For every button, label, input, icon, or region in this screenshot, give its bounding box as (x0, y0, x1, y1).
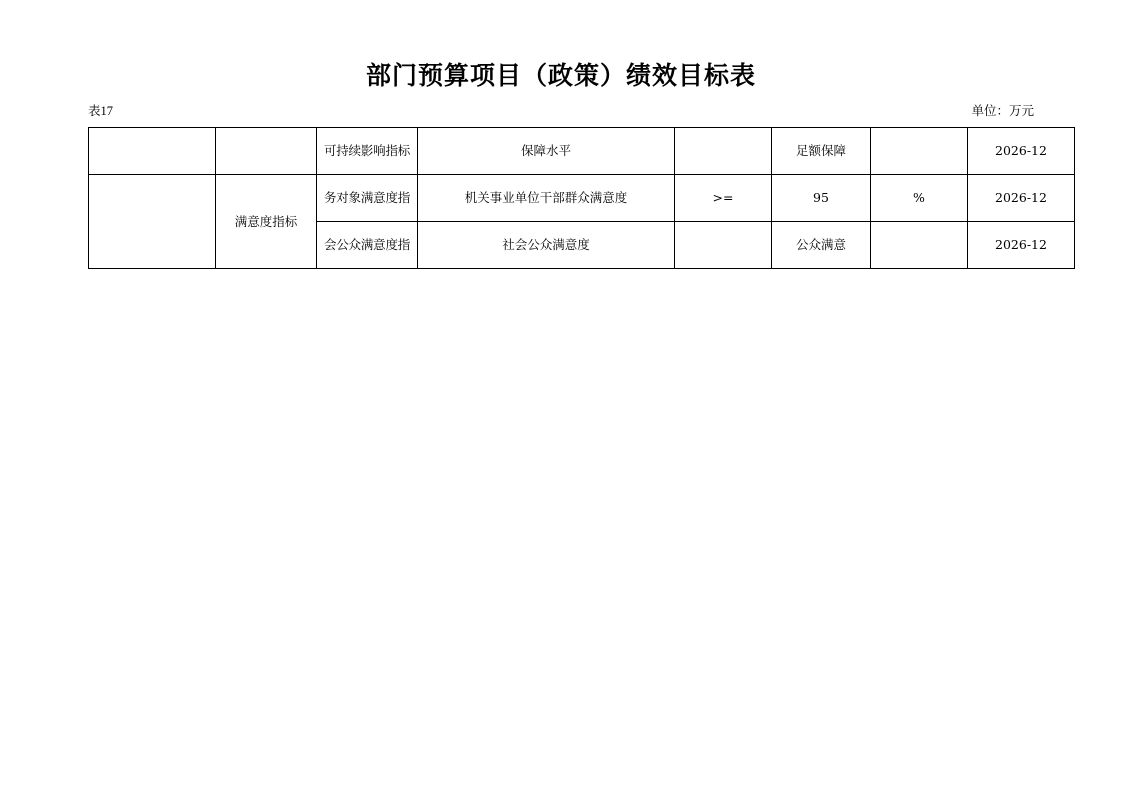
unit-note-label: 单位：万元 (971, 104, 1034, 118)
cell-subcategory (216, 128, 317, 175)
cell-deadline: 2026-12 (968, 175, 1075, 222)
cell-indicator-name: 保障水平 (418, 128, 675, 175)
cell-indicator-name: 机关事业单位干部群众满意度 (418, 175, 675, 222)
cell-indicator-name: 社会公众满意度 (418, 222, 675, 269)
cell-subcategory: 满意度指标 (216, 175, 317, 269)
cell-operator (675, 222, 772, 269)
cell-target-value: 公众满意 (772, 222, 871, 269)
cell-deadline: 2026-12 (968, 128, 1075, 175)
cell-indicator-type: 会公众满意度指 (317, 222, 418, 269)
table-number-label: 表17 (88, 104, 114, 118)
cell-category (89, 128, 216, 175)
performance-target-table (88, 127, 1075, 269)
cell-unit (871, 222, 968, 269)
cell-unit: % (871, 175, 968, 222)
cell-target-value: 足额保障 (772, 128, 871, 175)
cell-indicator-type: 可持续影响指标 (317, 128, 418, 175)
cell-unit (871, 128, 968, 175)
table-row (89, 128, 1075, 175)
table-row (89, 175, 1075, 222)
cell-deadline: 2026-12 (968, 222, 1075, 269)
page-title: 部门预算项目（政策）绩效目标表 (365, 61, 756, 90)
cell-indicator-type: 务对象满意度指 (317, 175, 418, 222)
cell-category (89, 175, 216, 269)
cell-operator (675, 128, 772, 175)
cell-operator: >= (675, 175, 772, 222)
cell-target-value: 95 (772, 175, 871, 222)
